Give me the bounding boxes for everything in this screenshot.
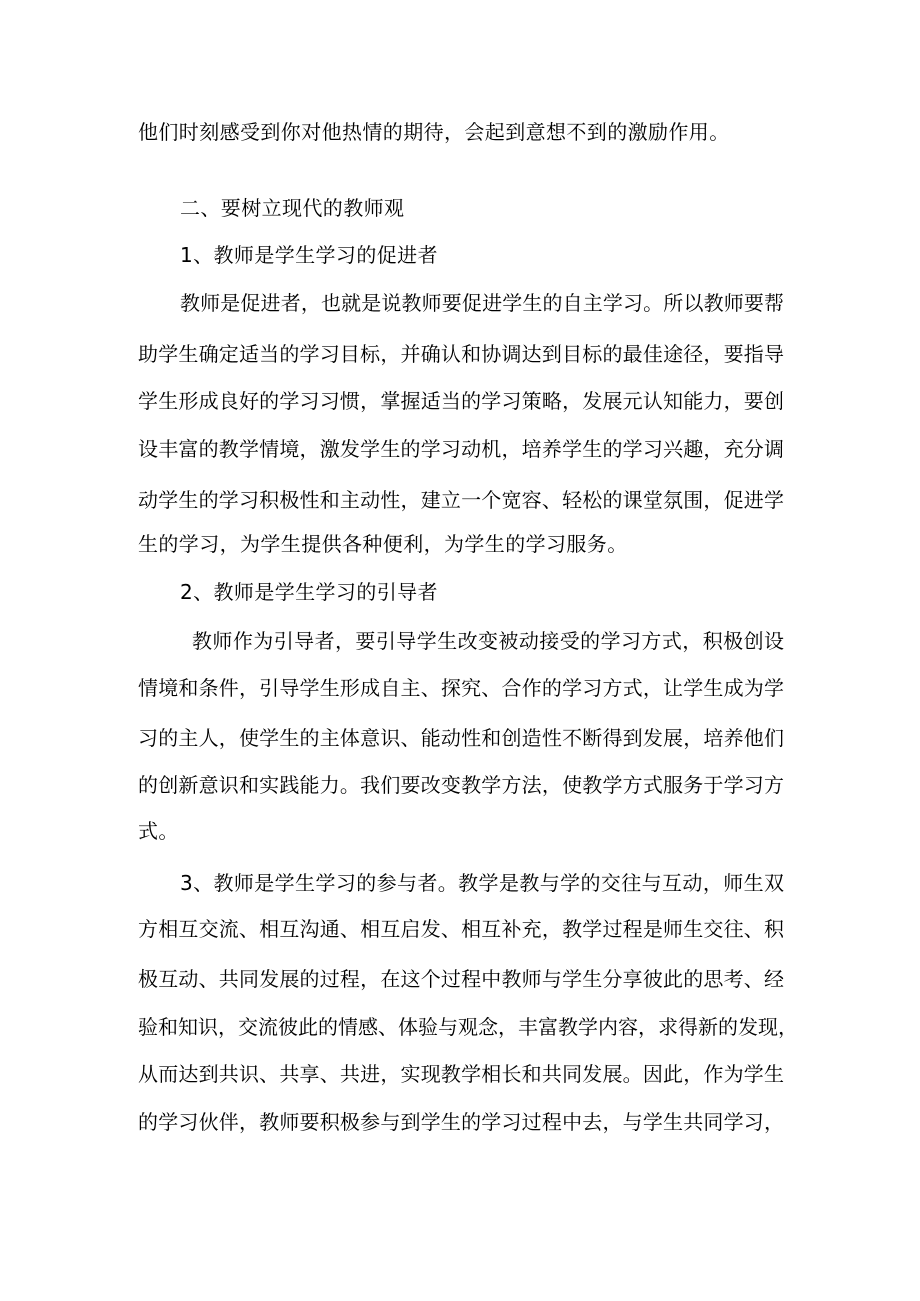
- paragraph-2-line-1: 教师作为引导者，要引导学生改变被动接受的学习方式，积极创设: [192, 629, 784, 653]
- paragraph-1-line-5: 动学生的学习积极性和主动性，建立一个宽容、轻松的课堂氛围，促进学: [138, 488, 784, 512]
- paragraph-1-line-1: 教师是促进者，也就是说教师要促进学生的自主学习。所以教师要帮: [180, 291, 784, 315]
- paragraph-3-line-4: 验和知识，交流彼此的情感、体验与观念，丰富教学内容，求得新的发现，: [138, 1015, 798, 1039]
- paragraph-2-line-5: 式。: [138, 819, 179, 843]
- paragraph-1-line-6: 生的学习，为学生提供各种便利，为学生的学习服务。: [138, 532, 628, 556]
- paragraph-2-line-2: 情境和条件，引导学生形成自主、探究、合作的学习方式，让学生成为学: [138, 676, 784, 700]
- paragraph-2-line-3: 习的主人，使学生的主体意识、能动性和创造性不断得到发展，培养他们: [138, 726, 784, 750]
- paragraph-1-line-3: 学生形成良好的学习习惯，掌握适当的学习策略，发展元认知能力，要创: [138, 389, 784, 413]
- paragraph-line-continuation: 他们时刻感受到你对他热情的期待，会起到意想不到的激励作用。: [138, 120, 730, 144]
- subheading-2: 2、教师是学生学习的引导者: [180, 580, 438, 604]
- paragraph-3-line-6: 的学习伙伴，教师要积极参与到学生的学习过程中去，与学生共同学习，: [138, 1110, 784, 1134]
- paragraph-3-line-1: 3、教师是学生学习的参与者。教学是教与学的交往与互动，师生双: [180, 871, 784, 895]
- paragraph-3-line-2: 方相互交流、相互沟通、相互启发、相互补充，教学过程是师生交往、积: [138, 917, 784, 941]
- paragraph-3-line-3: 极互动、共同发展的过程，在这个过程中教师与学生分享彼此的思考、经: [138, 967, 784, 991]
- subheading-1: 1、教师是学生学习的促进者: [180, 243, 438, 267]
- paragraph-1-line-2: 助学生确定适当的学习目标，并确认和协调达到目标的最佳途径，要指导: [138, 342, 784, 366]
- section-heading: 二、要树立现代的教师观: [180, 196, 405, 220]
- paragraph-2-line-4: 的创新意识和实践能力。我们要改变教学方法，使教学方式服务于学习方: [138, 773, 784, 797]
- paragraph-3-line-5: 从而达到共识、共享、共进，实现教学相长和共同发展。因此，作为学生: [138, 1062, 784, 1086]
- paragraph-1-line-4: 设丰富的教学情境，激发学生的学习动机，培养学生的学习兴趣，充分调: [138, 437, 784, 461]
